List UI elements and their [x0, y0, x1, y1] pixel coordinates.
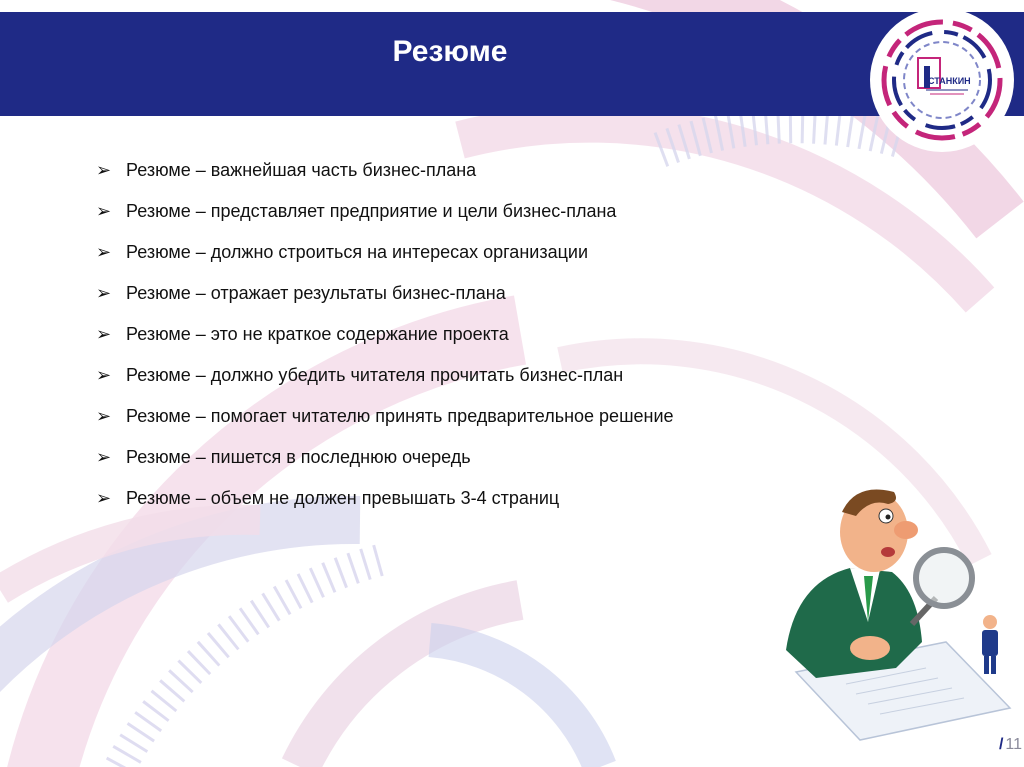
list-item	[96, 191, 674, 232]
bullet-text: Резюме – помогает читателю принять предварительное решение	[126, 406, 674, 426]
arrow-bullet-icon: ➢	[96, 324, 112, 344]
magnifying-glass-businessman-illustration	[776, 472, 1020, 742]
arrow-bullet-icon: ➢	[96, 283, 112, 303]
bullet-text: Резюме – объем не должен превышать 3-4 страниц	[126, 488, 560, 508]
arrow-bullet-icon: ➢	[96, 365, 112, 385]
list-item	[96, 150, 674, 191]
arrow-bullet-icon: ➢	[96, 160, 112, 180]
bullet-text: Резюме – должно убедить читателя прочитать бизнес-план	[126, 365, 624, 385]
list-item	[96, 396, 674, 437]
bullet-text: Резюме – пишется в последнюю очередь	[126, 447, 471, 467]
svg-text:СТАНКИН: СТАНКИН	[928, 76, 971, 86]
page-number-text: 11	[1005, 736, 1022, 753]
bullet-text: Резюме – отражает результаты бизнес-плана	[126, 283, 506, 303]
list-item	[96, 478, 674, 519]
list-item	[96, 314, 674, 355]
list-item	[96, 355, 674, 396]
bullet-text: Резюме – это не краткое содержание проекта	[126, 324, 509, 344]
bullet-text: Резюме – важнейшая часть бизнес-плана	[126, 160, 477, 180]
arrow-bullet-icon: ➢	[96, 447, 112, 467]
arrow-bullet-icon: ➢	[96, 406, 112, 426]
bullet-list	[96, 150, 674, 519]
list-item	[96, 232, 674, 273]
arrow-bullet-icon: ➢	[96, 201, 112, 221]
arrow-bullet-icon: ➢	[96, 242, 112, 262]
list-item	[96, 273, 674, 314]
bullet-text: Резюме – должно строиться на интересах организации	[126, 242, 588, 262]
bullet-text: Резюме – представляет предприятие и цели бизнес-плана	[126, 201, 617, 221]
slide-title: Резюме	[392, 35, 508, 68]
arrow-bullet-icon: ➢	[96, 488, 112, 508]
list-item	[96, 437, 674, 478]
stankin-logo	[868, 6, 1016, 154]
slash-icon: /	[998, 736, 1004, 753]
page-number	[962, 736, 1022, 760]
